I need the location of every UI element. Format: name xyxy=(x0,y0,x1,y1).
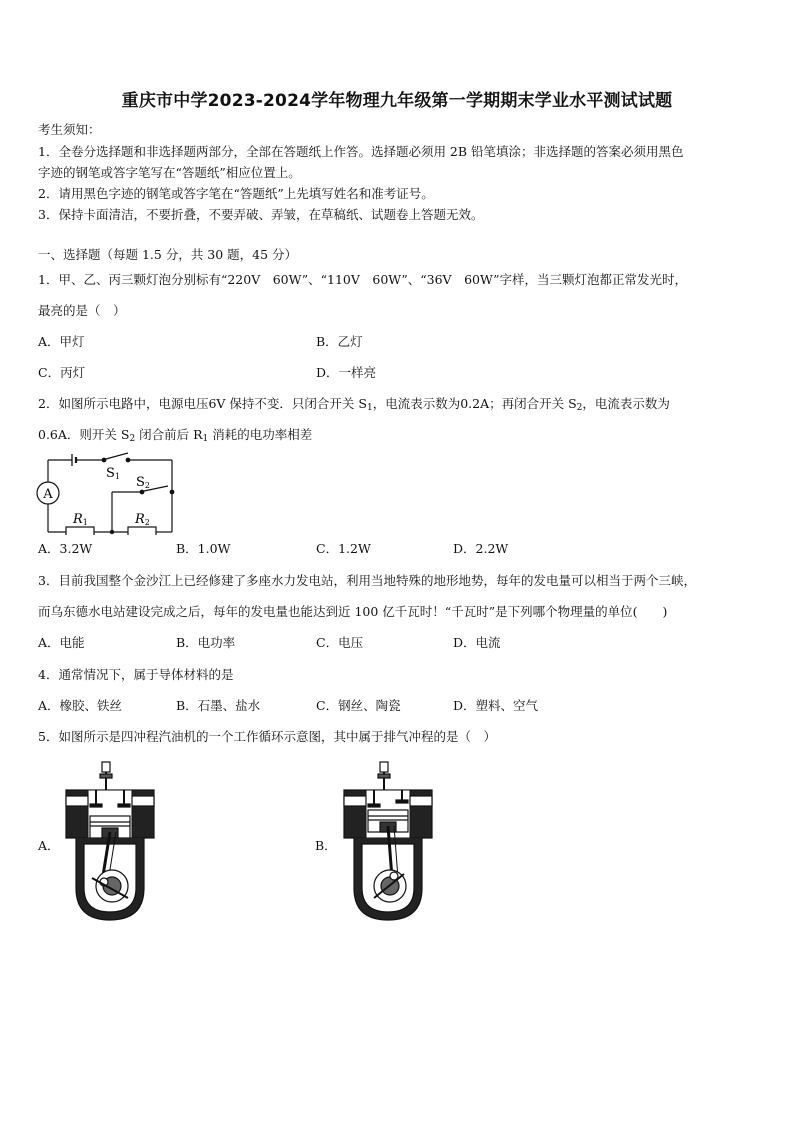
q2-sub: 2 xyxy=(129,434,136,444)
q2-text-part: 2．如图所示电路中，电源电压6V 保持不变．只闭合开关 S xyxy=(38,396,367,411)
question-2-text xyxy=(38,395,670,417)
s2-sub: 2 xyxy=(144,481,150,490)
switch-s1-label xyxy=(106,466,120,481)
circuit-diagram xyxy=(36,450,181,535)
ammeter-label: A xyxy=(43,487,53,502)
question-3-option-c: C．电压 xyxy=(316,635,364,650)
resistor-r2-label xyxy=(134,512,150,527)
question-1-option-d: D．一样亮 xyxy=(316,365,377,380)
question-3-option-d: D．电流 xyxy=(453,635,501,650)
question-4-option-b: B．石墨、盐水 xyxy=(176,698,261,713)
resistor-r1-label xyxy=(72,512,88,527)
q2-text-part: ，电流表示数为 xyxy=(582,396,670,411)
question-3-option-a: A．电能 xyxy=(38,635,85,650)
r1-main: R xyxy=(73,512,83,527)
question-1-text: 1．甲、乙、丙三颗灯泡分别标有“220V 60W”、“110V 60W”、“36V 60W”字样，当三颗灯泡都正常发光时， xyxy=(38,272,687,287)
notice-item-1: 1．全卷分选择题和非选择题两部分，全部在答题纸上作答。选择题必须用 2B 铅笔填涂；非选择题的答案必须用黑色 xyxy=(38,144,684,159)
question-5-option-b: B． xyxy=(315,838,337,853)
s2-main: S xyxy=(136,475,145,490)
notice-item-1-cont: 字迹的钢笔或答字笔写在“答题纸”相应位置上。 xyxy=(38,165,301,180)
q2-text-part: 闭合前后 R xyxy=(135,427,203,442)
notice-heading: 考生须知： xyxy=(38,122,101,137)
question-2-option-b: B．1.0W xyxy=(176,541,231,556)
question-2-option-d: D．2.2W xyxy=(453,541,509,556)
q2-text-part: 0.6A．则开关 S xyxy=(38,427,130,442)
engine-diagram-a xyxy=(62,760,158,925)
q2-sub: 1 xyxy=(366,403,373,413)
notice-item-3: 3．保持卡面清洁，不要折叠，不要弄破、弄皱，在草稿纸、试题卷上答题无效。 xyxy=(38,207,484,222)
switch-s2-label xyxy=(136,475,150,490)
question-5-text: 5．如图所示是四冲程汽油机的一个工作循环示意图，其中属于排气冲程的是（ ） xyxy=(38,729,496,744)
exam-title: 重庆市中学2023-2024学年物理九年级第一学期期末学业水平测试试题 xyxy=(121,91,673,111)
notice-item-2: 2．请用黑色字迹的钢笔或答字笔在“答题纸”上先填写姓名和准考证号。 xyxy=(38,186,434,201)
r1-sub: 1 xyxy=(82,518,88,527)
r2-main: R xyxy=(135,512,145,527)
question-1-text-cont: 最亮的是（ ） xyxy=(38,303,126,318)
section-heading: 一、选择题（每题 1.5 分，共 30 题，45 分） xyxy=(38,247,298,262)
s1-sub: 1 xyxy=(114,472,120,481)
question-1-option-a: A．甲灯 xyxy=(38,334,85,349)
question-2-option-a: A．3.2W xyxy=(38,541,93,556)
question-4-text: 4．通常情况下，属于导体材料的是 xyxy=(38,667,234,682)
question-2-option-c: C．1.2W xyxy=(316,541,371,556)
q2-text-part: ，电流表示数为0.2A；再闭合开关 S xyxy=(372,396,577,411)
engine-diagram-b xyxy=(340,760,436,925)
question-3-text-cont: 而乌东德水电站建设完成之后，每年的发电量也能达到近 100 亿千瓦时！“千瓦时”是下列哪个物理量的单位( ) xyxy=(38,604,668,619)
question-2-text-cont xyxy=(38,426,312,448)
q2-sub: 2 xyxy=(576,403,583,413)
q2-sub: 1 xyxy=(202,434,209,444)
question-4-option-a: A．橡胶、铁丝 xyxy=(38,698,123,713)
question-1-option-b: B．乙灯 xyxy=(316,334,363,349)
r2-sub: 2 xyxy=(144,518,150,527)
question-4-option-c: C．钢丝、陶瓷 xyxy=(316,698,401,713)
question-5-option-a: A． xyxy=(38,838,60,853)
s1-main: S xyxy=(106,466,115,481)
question-3-option-b: B．电功率 xyxy=(176,635,236,650)
q2-text-part: 消耗的电功率相差 xyxy=(208,427,313,442)
question-1-option-c: C．丙灯 xyxy=(38,365,86,380)
question-4-option-d: D．塑料、空气 xyxy=(453,698,539,713)
question-3-text: 3．目前我国整个金沙江上已经修建了多座水力发电站，利用当地特殊的地形地势，每年的发电量可以相当于两个三峡， xyxy=(38,573,696,588)
